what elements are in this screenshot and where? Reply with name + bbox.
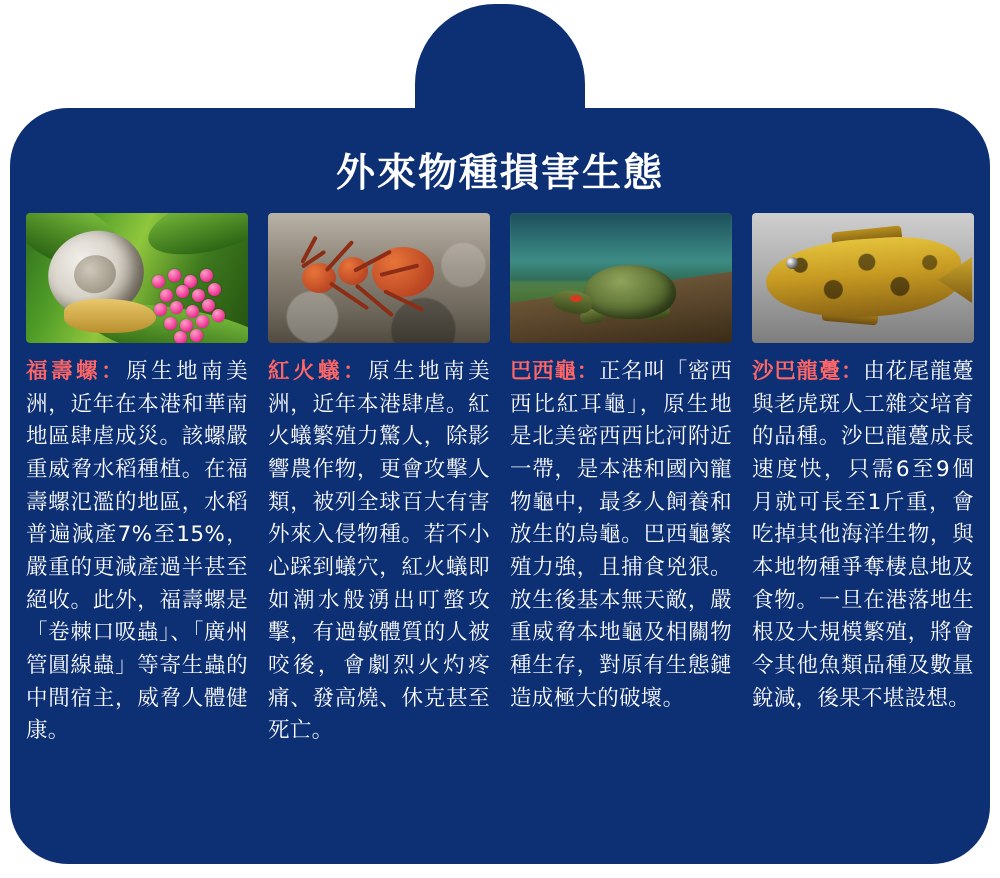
species-name: 沙巴龍躉： [752, 359, 864, 384]
golden-apple-snail-photo [26, 213, 248, 343]
species-name: 福壽螺： [26, 359, 127, 384]
snail-eggs [148, 265, 234, 339]
species-card-list [26, 213, 974, 748]
species-name: 紅火蟻： [268, 359, 369, 384]
red-eared-slider-turtle-photo [510, 213, 732, 343]
species-description [510, 356, 732, 715]
species-body: 原生地南美洲，近年在本港和華南地區肆虐成災。該螺嚴重威脅水稻種植。在福壽螺氾濫的地區，水稻普遍減產7%至15%，嚴重的更減產過半甚至絕收。此外，福壽螺是「卷棘口吸蟲」、「廣州管圓線蟲」等寄生蟲的中間宿主，威脅人體健康。 [26, 359, 248, 744]
species-card [26, 213, 248, 748]
species-description [752, 356, 974, 715]
sabah-giant-grouper-photo [752, 213, 974, 343]
species-body: 由花尾龍躉與老虎斑人工雜交培育的品種。沙巴龍躉成長速度快，只需6至9個月就可長至1斤重，會吃掉其他海洋生物，與本地物種爭奪棲息地及食物。一旦在港落地生根及大規模繁殖，將會令其他魚類品種及數量銳減，後果不堪設想。 [752, 359, 974, 711]
panel-notch-right [585, 4, 655, 116]
panel-notch-left [345, 4, 415, 116]
species-name: 巴西龜： [510, 359, 599, 384]
species-body: 正名叫「密西西比紅耳龜」，原生地是北美密西西比河附近一帶，是本港和國內寵物龜中，最多人飼養和放生的烏龜。巴西龜繁殖力強，且捕食兇狠。放生後基本無天敵，嚴重威脅本地龜及相關物種生存，對原有生態鏈造成極大的破壞。 [510, 359, 732, 711]
species-description [268, 356, 490, 748]
species-card [752, 213, 974, 748]
page-title: 外來物種損害生態 [335, 151, 664, 196]
species-description [26, 356, 248, 748]
species-card [268, 213, 490, 748]
red-fire-ant-photo [268, 213, 490, 343]
species-body: 原生地南美洲，近年本港肆虐。紅火蟻繁殖力驚人，除影響農作物，更會攻擊人類，被列全球百大有害外來入侵物種。若不小心踩到蟻穴，紅火蟻即如潮水般湧出叮螫攻擊，有過敏體質的人被咬後，會劇烈火灼疼痛、發高燒、休克甚至死亡。 [268, 359, 490, 744]
species-card [510, 213, 732, 748]
